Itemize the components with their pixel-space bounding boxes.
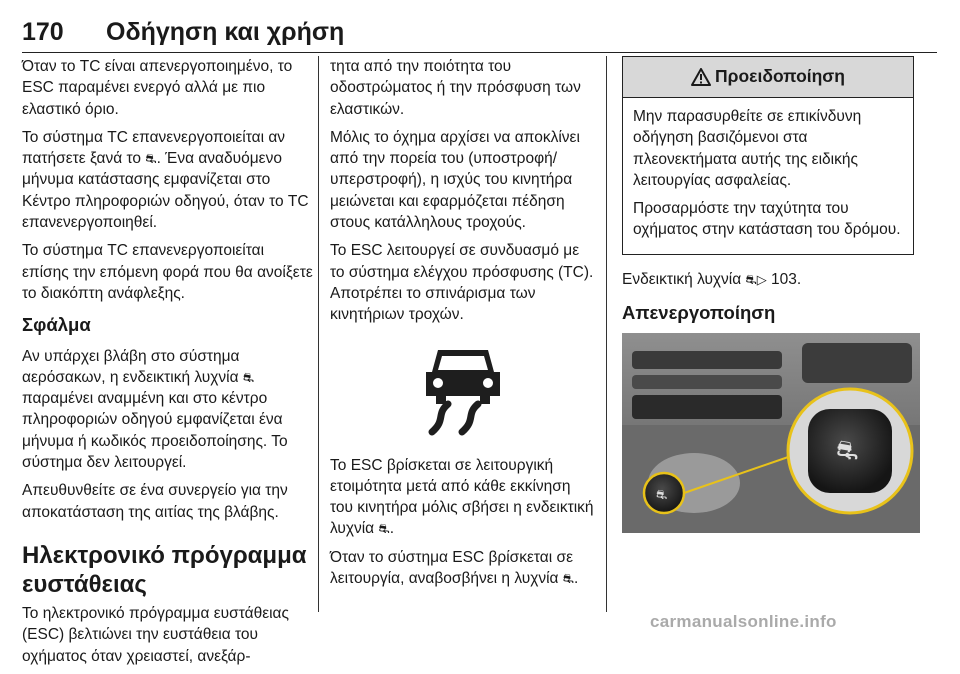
watermark: carmanualsonline.info: [650, 612, 837, 631]
warning-triangle-icon: [691, 68, 711, 86]
text: .: [389, 520, 394, 538]
paragraph: Μόλις το όχημα αρχίσει να αποκλίνει από την πορεία του (υποστροφή/υπερστροφή), η ισχύς του κινητήρα μειώνεται και εφαρμόζεται πέδηση στους κατάλληλους τροχούς.: [330, 128, 580, 232]
paragraph: [22, 127, 314, 233]
text: 103.: [766, 270, 802, 288]
text: Όταν το σύστημα ESC βρίσκεται σε λειτουργία, αναβοσβήνει η λυχνία: [330, 548, 573, 588]
esc-skid-car-icon: ⛐: [562, 571, 575, 587]
page-title: Οδήγηση και χρήση: [106, 18, 345, 46]
heading-deactivation: Απενεργοποίηση: [622, 302, 776, 324]
heading-fault: Σφάλμα: [22, 314, 91, 336]
paragraph: [330, 547, 596, 590]
svg-text:⛐: ⛐: [656, 488, 668, 504]
text: . Ένα αναδυόμενο μήνυμα κατάστασης εμφανίζεται στο Κέντρο πληροφοριών οδηγού, όταν το TC επανενεργοποιηθεί.: [22, 150, 309, 232]
paragraph: Απευθυνθείτε σε ένα συνεργείο για την αποκατάσταση της αιτίας της βλάβης.: [22, 482, 288, 521]
page-header: [22, 14, 942, 48]
esc-symbol-figure: [330, 333, 596, 443]
text: Ενδεικτική λυχνία: [622, 270, 746, 288]
warning-title: Προειδοποίηση: [715, 66, 845, 87]
paragraph: [330, 455, 596, 540]
column-middle: [330, 56, 596, 596]
esc-skid-car-icon: ⛐: [745, 271, 757, 287]
esc-skid-car-icon: ⛐: [145, 151, 157, 167]
esc-skid-car-icon: [418, 340, 508, 436]
column-right: [622, 56, 922, 533]
header-rule: [22, 52, 937, 53]
page-number: 170: [22, 18, 64, 46]
paragraph: Μην παρασυρθείτε σε επικίνδυνη οδήγηση βασιζόμενοι στα πλεονεκτήματα αυτής της ειδικής λειτουργίας ασφαλείας.: [633, 108, 862, 189]
heading-esc: Ηλεκτρονικό πρόγραμμα ευστάθειας: [22, 541, 307, 598]
warning-body: [623, 98, 913, 254]
esc-skid-car-icon: ⛐: [242, 369, 255, 385]
paragraph: τητα από την ποιότητα του οδοστρώματος ή την πρόσφυση των ελαστικών.: [330, 58, 581, 118]
warning-header: [623, 57, 913, 98]
paragraph: Προσαρμόστε την ταχύτητα του οχήματος στην κατάσταση του δρόμου.: [633, 200, 901, 239]
text: .: [574, 570, 579, 588]
text: Το σύστημα TC επανενεργοποιείται αν πατήσετε ξανά το: [22, 128, 286, 168]
paragraph: [22, 346, 314, 474]
text: παραμένει αναμμένη και στο κέντρο πληροφοριών οδηγού εμφανίζεται ένα μήνυμα ή κωδικός προειδοποίησης. Το σύστημα δεν λειτουργεί.: [22, 390, 288, 472]
text: Το ESC βρίσκεται σε λειτουργική ετοιμότητα μετά από κάθε εκκίνηση του κινητήρα μόλις σβήσει η ενδεικτική λυχνία: [330, 456, 594, 538]
text: Αν υπάρχει βλάβη στο σύστημα αερόσακων, η ενδεικτική λυχνία: [22, 347, 243, 386]
column-divider: [318, 56, 319, 612]
svg-text:⛐: ⛐: [836, 436, 859, 467]
esc-skid-car-icon: ⛐: [378, 521, 390, 537]
page-reference-arrow-icon: ▷: [756, 271, 767, 287]
column-left: [22, 56, 314, 674]
warning-box: [622, 56, 914, 255]
column-divider: [606, 56, 607, 612]
paragraph: Το σύστημα TC επανενεργοποιείται επίσης την επόμενη φορά που θα ανοίξετε το διακόπτη ανάφλεξης.: [22, 242, 313, 302]
paragraph: Το ηλεκτρονικό πρόγραμμα ευστάθειας (ESC) βελτιώνει την ευστάθεια του οχήματος όταν χρειαστεί, ανεξάρ-: [22, 604, 289, 665]
indicator-reference: [622, 269, 922, 290]
paragraph: Το ESC λειτουργεί σε συνδυασμό με το σύστημα ελέγχου πρόσφυσης (TC). Αποτρέπει το σπινάρισμα των κινητήριων τροχών.: [330, 242, 594, 324]
dashboard-photo: [622, 333, 920, 533]
paragraph: Όταν το TC είναι απενεργοποιημένο, το ESC παραμένει ενεργό αλλά με πιο ελαστικό όριο.: [22, 58, 293, 118]
